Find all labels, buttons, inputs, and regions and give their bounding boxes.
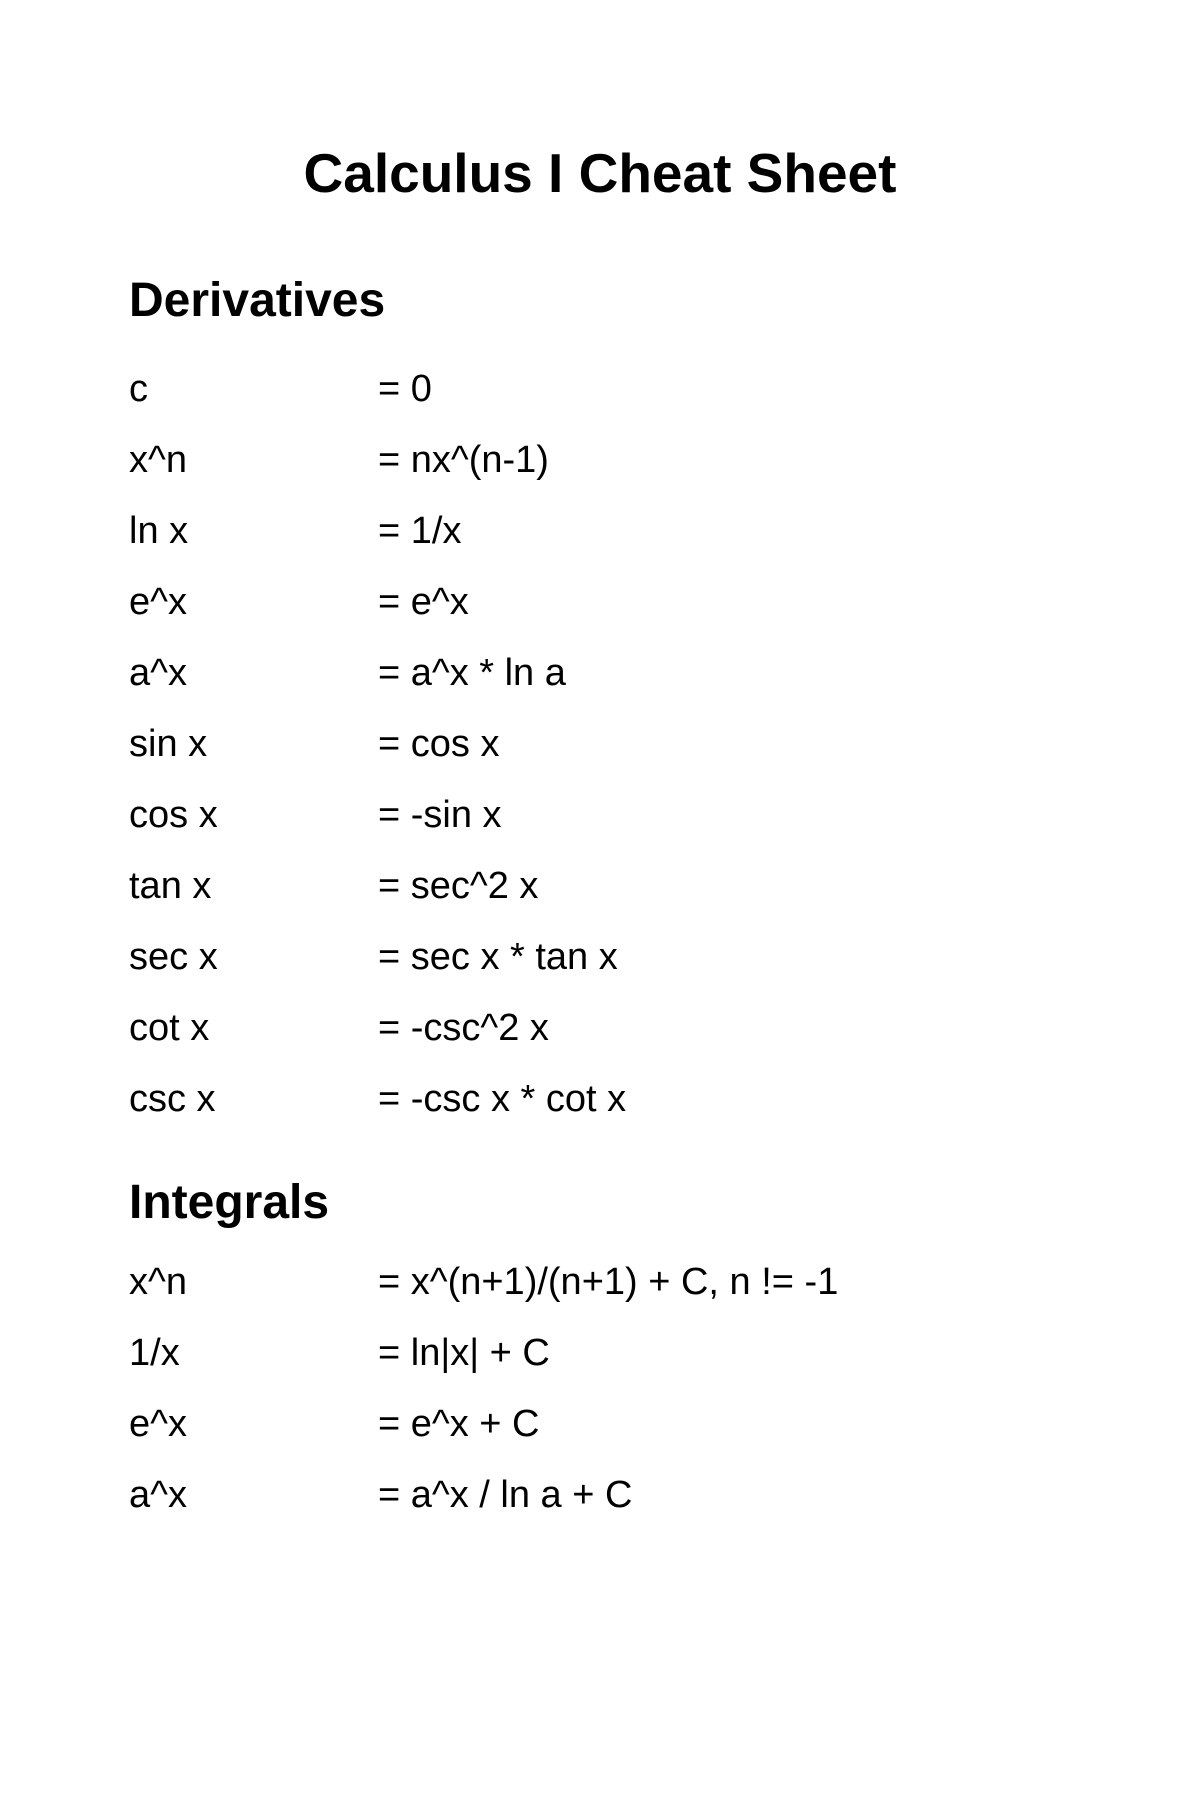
formula-rhs: = -sin x (378, 794, 502, 836)
formula-lhs: cos x (129, 794, 218, 836)
formula-rhs: = x^(n+1)/(n+1) + C, n != -1 (378, 1261, 839, 1303)
formula-lhs: c (129, 368, 148, 410)
formula-lhs: tan x (129, 865, 212, 907)
derivatives-heading: Derivatives (129, 274, 386, 327)
formula-lhs: 1/x (129, 1332, 180, 1374)
integrals-heading: Integrals (129, 1176, 330, 1229)
formula-lhs: e^x (129, 1403, 187, 1445)
formula-rhs: = a^x * ln a (378, 652, 566, 694)
formula-rhs: = sec x * tan x (378, 936, 618, 978)
formula-lhs: x^n (129, 1261, 187, 1303)
formula-lhs: a^x (129, 1474, 187, 1516)
formula-rhs: = 0 (378, 368, 432, 410)
formula-lhs: cot x (129, 1007, 210, 1049)
formula-rhs: = nx^(n-1) (378, 439, 549, 481)
formula-lhs: ln x (129, 510, 189, 552)
formula-rhs: = e^x (378, 581, 469, 623)
formula-lhs: sin x (129, 723, 208, 765)
formula-lhs: sec x (129, 936, 218, 978)
page-title: Calculus I Cheat Sheet (303, 142, 897, 204)
formula-lhs: a^x (129, 652, 187, 694)
formula-lhs: csc x (129, 1078, 216, 1120)
formula-rhs: = a^x / ln a + C (378, 1474, 633, 1516)
formula-rhs: = ln|x| + C (378, 1332, 550, 1374)
formula-rhs: = -csc^2 x (378, 1007, 549, 1049)
formula-rhs: = e^x + C (378, 1403, 540, 1445)
formula-lhs: e^x (129, 581, 187, 623)
formula-rhs: = sec^2 x (378, 865, 539, 907)
formula-rhs: = cos x (378, 723, 500, 765)
formula-rhs: = -csc x * cot x (378, 1078, 627, 1120)
formula-rhs: = 1/x (378, 510, 462, 552)
formula-lhs: x^n (129, 439, 187, 481)
